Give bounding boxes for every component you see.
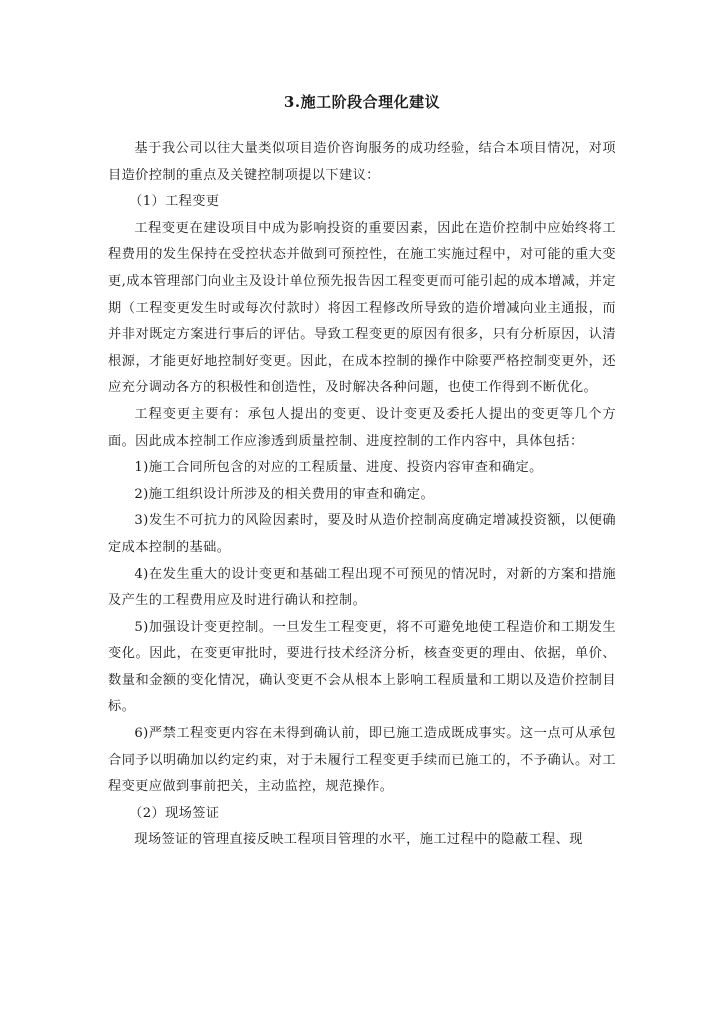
list-item-6: 6)严禁工程变更内容在未得到确认前，即已施工造成既成事实。这一点可从承包合同予以明确加以约定约束，对于未履行工程变更手续而已施工的，不予确认。对工程变更应做到事前把关，主动监控，规范操作。 (108, 726, 616, 795)
subheading-site-visa: （2）现场签证 (129, 805, 220, 821)
intro-paragraph: 基于我公司以往大量类似项目造价咨询服务的成功经验，结合本项目情况，对项目造价控制的重点及关键控制项提以下建议： (108, 141, 616, 183)
list-item-2: 2)施工组织设计所涉及的相关费用的审查和确定。 (134, 486, 435, 502)
paragraph-change-overview: 工程变更在建设项目中成为影响投资的重要因素，因此在造价控制中应始终将工程费用的发生保持在受控状态并做到可预控性，在施工实施过程中，对可能的重大变更,成本管理部门向业主及设计单位预先报告因工程变更而可能引起的成本增减，并定期（工程变更发生时或每次付款时）将因工程修改所导致的造价增减向业主通报，而并非对既定方案进行事后的评估。导致工程变更的原因有很多，只有分析原因，认清根源，才能更好地控制好变更。因此，在成本控制的操作中除要严格控制变更外，还应充分调动各方的积极性和创造性，及时解决各种问题，也使工作得到不断优化。 (108, 220, 616, 396)
paragraph-change-types: 工程变更主要有：承包人提出的变更、设计变更及委托人提出的变更等几个方面。因此成本控制工作应渗透到质量控制、进度控制的工作内容中，具体包括： (108, 406, 616, 449)
list-item-5: 5)加强设计变更控制。一旦发生工程变更，将不可避免地使工程造价和工期发生变化。因此，在变更审批时，要进行技术经济分析，核查变更的理由、依据，单价、数量和金额的变化情况，确认变更不会从根本上影响工程质量和工期以及造价控制目标。 (108, 619, 616, 715)
subheading-engineering-change: （1）工程变更 (129, 194, 220, 210)
section-title: 3.施工阶段合理化建议 (283, 93, 441, 111)
paragraph-site-visa: 现场签证的管理直接反映工程项目管理的水平，施工过程中的隐蔽工程、现 (134, 832, 583, 848)
list-item-4: 4)在发生重大的设计变更和基础工程出现不可预见的情况时，对新的方案和措施及产生的工程费用应及时进行确认和控制。 (108, 566, 616, 609)
document-body (108, 90, 616, 854)
list-item-1: 1)施工合同所包含的对应的工程质量、进度、投资内容审查和确定。 (134, 460, 543, 476)
list-item-3: 3)发生不可抗力的风险因素时，要及时从造价控制高度确定增减投资额，以便确定成本控制的基础。 (108, 513, 616, 555)
